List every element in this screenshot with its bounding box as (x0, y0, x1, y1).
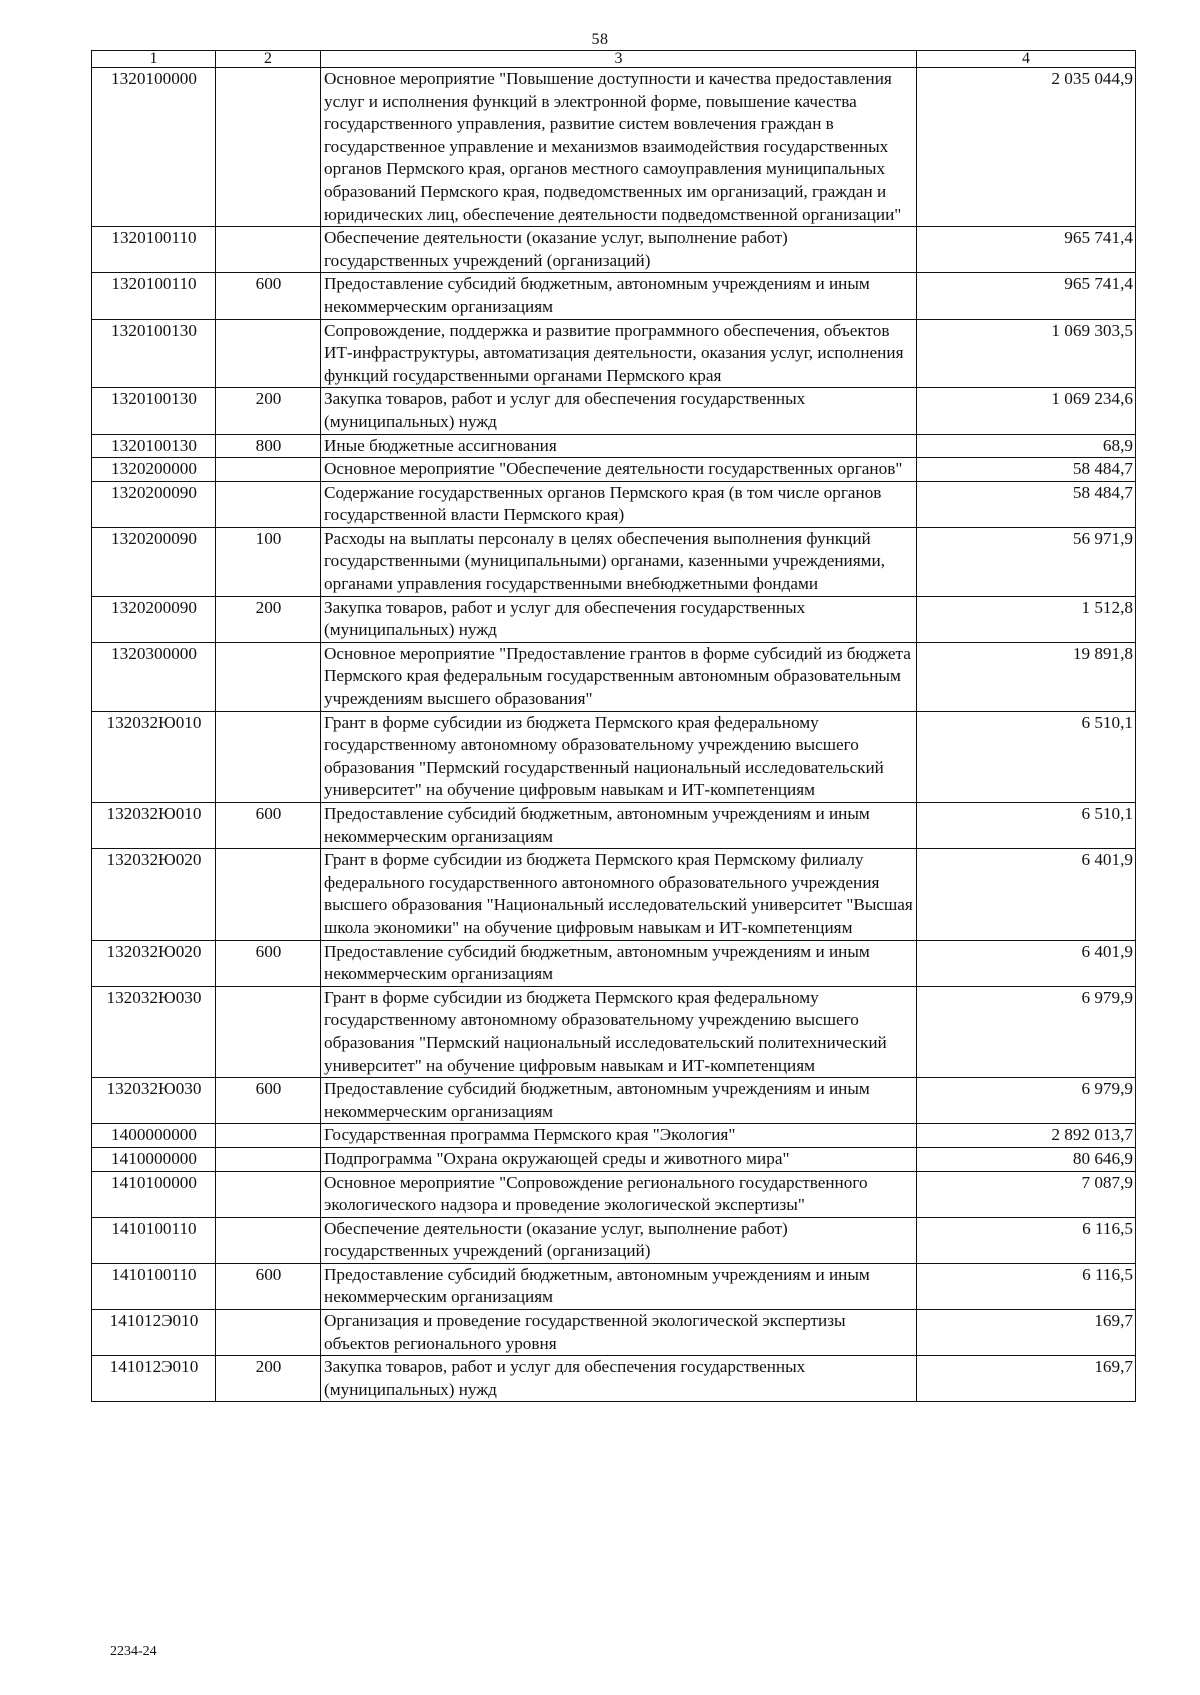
table-row (92, 1147, 1136, 1171)
row-amount: 6 510,1 (917, 711, 1136, 802)
row-amount: 6 116,5 (917, 1263, 1136, 1309)
row-code: 1320200090 (92, 481, 216, 527)
table-row (92, 642, 1136, 711)
row-amount: 169,7 (917, 1310, 1136, 1356)
row-code: 1320200090 (92, 596, 216, 642)
row-expense-type (216, 1171, 321, 1217)
row-amount: 1 069 234,6 (917, 388, 1136, 434)
column-header-3: 3 (321, 51, 917, 68)
row-expense-type: 200 (216, 1356, 321, 1402)
row-name: Предоставление субсидий бюджетным, автономным учреждениям и иным некоммерческим организациям (321, 1078, 917, 1124)
row-expense-type (216, 458, 321, 482)
table-row (92, 1124, 1136, 1148)
row-name: Подпрограмма "Охрана окружающей среды и животного мира" (321, 1147, 917, 1171)
table-row (92, 1310, 1136, 1356)
row-expense-type (216, 1124, 321, 1148)
row-amount: 6 510,1 (917, 803, 1136, 849)
row-name: Закупка товаров, работ и услуг для обеспечения государственных (муниципальных) нужд (321, 1356, 917, 1402)
row-name: Содержание государственных органов Пермского края (в том числе органов государственной власти Пермского края) (321, 481, 917, 527)
row-expense-type (216, 849, 321, 940)
row-name: Предоставление субсидий бюджетным, автономным учреждениям и иным некоммерческим организациям (321, 803, 917, 849)
row-code: 141012Э010 (92, 1356, 216, 1402)
row-name: Предоставление субсидий бюджетным, автономным учреждениям и иным некоммерческим организациям (321, 940, 917, 986)
row-name: Основное мероприятие "Повышение доступности и качества предоставления услуг и исполнения функций в электронной форме, повышение качества государственного управления, развитие систем вовлечения граждан в государственное управление и механизмов взаимодействия государственных органов Пермского края, органов местного самоуправления муниципальных образований Пермского края, подведомственных им организаций, граждан и юридических лиц, обеспечение деятельности подведомственной организации" (321, 68, 917, 227)
row-expense-type (216, 481, 321, 527)
row-code: 1320100110 (92, 227, 216, 273)
row-expense-type: 600 (216, 940, 321, 986)
row-expense-type: 200 (216, 388, 321, 434)
row-name: Основное мероприятие "Сопровождение регионального государственного экологического надзора и проведение экологической экспертизы" (321, 1171, 917, 1217)
row-expense-type: 800 (216, 434, 321, 458)
row-expense-type: 200 (216, 596, 321, 642)
table-row (92, 803, 1136, 849)
row-amount: 68,9 (917, 434, 1136, 458)
page-number: 58 (591, 31, 609, 48)
row-amount: 19 891,8 (917, 642, 1136, 711)
column-header-2: 2 (216, 51, 321, 68)
row-amount: 56 971,9 (917, 527, 1136, 596)
table-row (92, 227, 1136, 273)
row-amount: 169,7 (917, 1356, 1136, 1402)
table-row (92, 68, 1136, 227)
table-row (92, 1078, 1136, 1124)
table-row (92, 1263, 1136, 1309)
table-row (92, 986, 1136, 1077)
table-row (92, 388, 1136, 434)
row-amount: 7 087,9 (917, 1171, 1136, 1217)
row-code: 132032Ю030 (92, 986, 216, 1077)
row-code: 1320100000 (92, 68, 216, 227)
row-expense-type (216, 68, 321, 227)
row-expense-type: 600 (216, 273, 321, 319)
budget-table (91, 50, 1136, 1402)
row-name: Иные бюджетные ассигнования (321, 434, 917, 458)
row-name: Основное мероприятие "Предоставление грантов в форме субсидий из бюджета Пермского края федеральным государственным автономным образовательным учреждениям высшего образования" (321, 642, 917, 711)
row-code: 1410100110 (92, 1263, 216, 1309)
table-body (92, 68, 1136, 1402)
row-expense-type (216, 319, 321, 388)
row-expense-type (216, 986, 321, 1077)
row-code: 1410100000 (92, 1171, 216, 1217)
row-amount: 6 979,9 (917, 1078, 1136, 1124)
row-amount: 1 512,8 (917, 596, 1136, 642)
row-amount: 58 484,7 (917, 458, 1136, 482)
row-amount: 2 892 013,7 (917, 1124, 1136, 1148)
table-row (92, 1171, 1136, 1217)
table-row (92, 273, 1136, 319)
row-name: Сопровождение, поддержка и развитие программного обеспечения, объектов ИТ-инфраструктуры, автоматизация деятельности, оказания услуг, исполнения функций государственными органами Пермского края (321, 319, 917, 388)
row-amount: 2 035 044,9 (917, 68, 1136, 227)
row-expense-type (216, 711, 321, 802)
table-row (92, 319, 1136, 388)
row-code: 1410000000 (92, 1147, 216, 1171)
row-amount: 6 401,9 (917, 940, 1136, 986)
row-code: 132032Ю020 (92, 849, 216, 940)
table-row (92, 458, 1136, 482)
row-amount: 965 741,4 (917, 227, 1136, 273)
row-name: Закупка товаров, работ и услуг для обеспечения государственных (муниципальных) нужд (321, 388, 917, 434)
row-name: Обеспечение деятельности (оказание услуг, выполнение работ) государственных учреждений (организаций) (321, 1217, 917, 1263)
row-name: Грант в форме субсидии из бюджета Пермского края федеральному государственному автономному образовательному учреждению высшего образования "Пермский государственный национальный исследовательский университет" на обучение цифровым навыкам и ИТ-компетенциям (321, 711, 917, 802)
row-code: 1320100110 (92, 273, 216, 319)
column-header-4: 4 (917, 51, 1136, 68)
table-row (92, 849, 1136, 940)
row-name: Основное мероприятие "Обеспечение деятельности государственных органов" (321, 458, 917, 482)
row-name: Государственная программа Пермского края "Экология" (321, 1124, 917, 1148)
row-code: 141012Э010 (92, 1310, 216, 1356)
row-expense-type (216, 1310, 321, 1356)
table-row (92, 527, 1136, 596)
row-code: 132032Ю020 (92, 940, 216, 986)
row-name: Закупка товаров, работ и услуг для обеспечения государственных (муниципальных) нужд (321, 596, 917, 642)
row-name: Предоставление субсидий бюджетным, автономным учреждениям и иным некоммерческим организациям (321, 1263, 917, 1309)
row-code: 1410100110 (92, 1217, 216, 1263)
row-expense-type (216, 227, 321, 273)
row-expense-type: 100 (216, 527, 321, 596)
column-header-1: 1 (92, 51, 216, 68)
row-name: Обеспечение деятельности (оказание услуг, выполнение работ) государственных учреждений (организаций) (321, 227, 917, 273)
row-expense-type (216, 1217, 321, 1263)
table-header (92, 51, 1136, 68)
row-code: 132032Ю030 (92, 1078, 216, 1124)
row-code: 1320200000 (92, 458, 216, 482)
row-code: 1320300000 (92, 642, 216, 711)
row-expense-type: 600 (216, 1078, 321, 1124)
table-row (92, 434, 1136, 458)
row-code: 1400000000 (92, 1124, 216, 1148)
row-name: Организация и проведение государственной экологической экспертизы объектов регионального уровня (321, 1310, 917, 1356)
table-row (92, 1217, 1136, 1263)
table-row (92, 481, 1136, 527)
row-code: 1320100130 (92, 319, 216, 388)
document-code: 2234-24 (110, 1644, 157, 1659)
row-code: 132032Ю010 (92, 711, 216, 802)
row-amount: 80 646,9 (917, 1147, 1136, 1171)
row-code: 1320100130 (92, 434, 216, 458)
row-expense-type: 600 (216, 803, 321, 849)
row-name: Предоставление субсидий бюджетным, автономным учреждениям и иным некоммерческим организациям (321, 273, 917, 319)
row-code: 1320200090 (92, 527, 216, 596)
row-amount: 58 484,7 (917, 481, 1136, 527)
row-amount: 6 401,9 (917, 849, 1136, 940)
table-row (92, 596, 1136, 642)
row-expense-type: 600 (216, 1263, 321, 1309)
row-expense-type (216, 642, 321, 711)
row-amount: 965 741,4 (917, 273, 1136, 319)
row-amount: 1 069 303,5 (917, 319, 1136, 388)
table-row (92, 940, 1136, 986)
row-name: Грант в форме субсидии из бюджета Пермского края Пермскому филиалу федерального государственного автономного образовательного учреждения высшего образования "Национальный исследовательский университет "Высшая школа экономики" на обучение цифровым навыкам и ИТ-компетенциям (321, 849, 917, 940)
row-code: 132032Ю010 (92, 803, 216, 849)
row-amount: 6 979,9 (917, 986, 1136, 1077)
row-expense-type (216, 1147, 321, 1171)
row-name: Расходы на выплаты персоналу в целях обеспечения выполнения функций государственными (муниципальными) органами, казенными учреждениями, органами управления государственными внебюджетными фондами (321, 527, 917, 596)
row-code: 1320100130 (92, 388, 216, 434)
table-row (92, 1356, 1136, 1402)
table-row (92, 711, 1136, 802)
row-amount: 6 116,5 (917, 1217, 1136, 1263)
row-name: Грант в форме субсидии из бюджета Пермского края федеральному государственному автономному образовательному учреждению высшего образования "Пермский национальный исследовательский политехнический университет" на обучение цифровым навыкам и ИТ-компетенциям (321, 986, 917, 1077)
